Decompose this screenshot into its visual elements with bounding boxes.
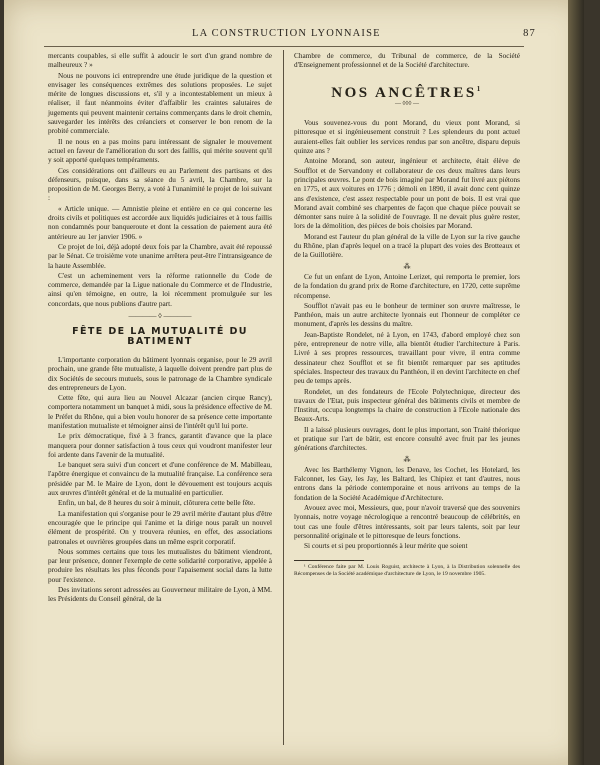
asterism: ⁂ xyxy=(403,262,411,271)
book-gutter xyxy=(568,0,584,765)
asterism: ⁂ xyxy=(403,455,411,464)
paragraph: Il a laissé plusieurs ouvrages, dont le plus important, son Traité théorique et pratique sur l'art de bâtir, est encore consulté avec fruit par les jeunes générations d'architectes. xyxy=(294,425,520,453)
left-column xyxy=(48,52,272,606)
paragraph: Rondelet, un des fondateurs de l'Ecole Polytechnique, directeur des travaux de l'Etat, puis inspecteur général des bâtiments civils et membre de l'Institut, occupa longtemps la chaire de construction à l'Ecole nationale des Beaux-Arts. xyxy=(294,387,520,424)
footnote-marker: 1 xyxy=(476,84,483,93)
page-header xyxy=(4,28,584,48)
paragraph: Ces considérations ont d'ailleurs eu au Parlement des partisans et des défenseurs, puisque, dans sa séance du 5 avril, la Chambre, sur la proposition de M. Georges Berry, a voté à l'unanimité le projet de loi suivant : xyxy=(48,166,272,203)
paragraph: Enfin, un bal, de 8 heures du soir à minuit, clôturera cette belle fête. xyxy=(58,499,256,508)
paragraph: La manifestation qui s'organise pour le 29 avril mérite d'autant plus d'être encouragée que le principe qui l'anime et la dirige nous paraît un nouvel élément de prospérité. On y trouvera réunies, en effet, des associations patronales et ouvrières groupées dans un même esprit corporatif. xyxy=(48,509,272,546)
paragraph: Morand est l'auteur du plan général de la ville de Lyon sur la rive gauche du Rhône, plan d'après lequel on a tracé la plupart des voies des Brotteaux et de la Guillotière. xyxy=(294,232,520,260)
paragraph: Avec les Barthélemy Vignon, les Denave, les Cochet, les Hotelard, les Falconnet, les Gay, les Jay, les Baltard, les Chipiez et tant d'autres, nous entrons dans la période contemporaine et nous arrivons au temps de la fondation de la Société Académique d'Architecture. xyxy=(294,465,520,502)
header-rule xyxy=(44,46,524,47)
footnote-rule xyxy=(294,560,364,561)
paragraph: Nous sommes certains que tous les mutualistes du bâtiment viendront, par leur présence, donner l'exemple de cette solidarité corporative, appelée à produire les résultats les plus féconds pour l'apaisement social dans la lutte pour l'existence. xyxy=(48,547,272,584)
paragraph: Nous ne pouvons ici entreprendre une étude juridique de la question et envisager les conséquences extrêmes des solutions proposées. Le sujet mérite de longues discussions et, s'il y a incontestablement un mieux à réaliser, il faut néanmoins éviter d'affaiblir les craintes salutaires de jugements qui peuvent maintenir certains commerçants dans le droit chemin, sauvegarder les intérêts des créanciers et conserver le bon renom de la probité commerciale. xyxy=(48,71,272,136)
paragraph: Avouez avec moi, Messieurs, que, pour n'avoir traversé que des souvenirs lyonnais, notre voyage nécrologique a rencontré beaucoup de célébrités, en tout cas une foule d'êtres intéressants, soit par leurs talents, soit par leur personnalité originale et le pittoresque de leurs fonctions. xyxy=(294,504,520,540)
paragraph: Antoine Morand, son auteur, ingénieur et architecte, était élève de Soufflot et de Servandony et collaborateur de ces deux maîtres dans leurs principales œuvres. Le pont de bois imaginé par Morand fut livré aux piétons en 1775, et aux voitures en 1776 ; démoli en 1890, il avait donc cent quinze ans d'existence, c'est assez respectable pour un pont de bois. Il est vrai que Morand avait combiné ses charpentes de façon que chaque pièce pouvait se démonter sans nuire à la solidité de l'ouvrage. Il ne devait plus guère rester, lors de la démolition, des pièces de bois choisies par Morand. xyxy=(294,157,520,231)
paragraph: Le banquet sera suivi d'un concert et d'une conférence de M. Mabilleau, l'apôtre énergique et convaincu de la mutualité française. La conférence sera présidée par M. le Maire de Lyon, dont le dévouement est toujours acquis aux œuvres d'intérêt général et de la mutualité en particulier. xyxy=(48,461,272,498)
scanned-page xyxy=(4,0,584,765)
footnote: ¹ Conférence faite par M. Louis Roguist, architecte à Lyon, à la Distribution solennelle des Récompenses de la Société académique d'architecture de Lyon, le 19 novembre 1905. xyxy=(294,563,520,577)
section-separator: ———— ◊ ———— xyxy=(128,312,192,321)
paragraph: Jean-Baptiste Rondelet, né à Lyon, en 1743, d'abord employé chez son père, entrepreneur de notre ville, alla bientôt étudier l'architecture à Paris. Livré à ses propres ressources, travaillant pour vivre, il entra comme dessinateur chez Soufflot et se fit bientôt remarquer par ses aptitudes spéciales. Inspecteur des travaux du Panthéon, il en devint l'architecte en chef peu de temps après. xyxy=(294,330,520,386)
journal-title: LA CONSTRUCTION LYONNAISE xyxy=(192,28,381,39)
paragraph: Vous souvenez-vous du pont Morand, du vieux pont Morand, si pittoresque et si ingénieusement construit ? Les splendeurs du pont actuel auraient-elles fait oublier les services rendus par son ancêtre, disparu depuis quinze ans ? xyxy=(294,119,520,156)
paragraph: C'est un acheminement vers la réforme rationnelle du Code de commerce, demandée par la Ligue nationale du Commerce et de l'Industrie, ainsi qu'en témoigne, en outre, la loi récemment promulguée sur les concordats, que nous publions d'autre part. xyxy=(48,271,272,308)
paragraph: Il ne nous en a pas moins paru intéressant de signaler le mouvement actuel en faveur de l'amélioration du sort des faillis, qui mérite souvent qu'il y soit apporté quelques tempéraments. xyxy=(48,137,272,165)
paragraph: Le prix démocratique, fixé à 3 francs, garantit d'avance que la place manquera pour donner satisfaction à tous ceux qui voudront manifester leur foi ardente dans l'avenir de la mutualité. xyxy=(48,432,272,459)
paragraph: L'importante corporation du bâtiment lyonnais organise, pour le 29 avril prochain, une grande fête mutualiste, à laquelle doivent prendre part plus de dix Sociétés de secours mutuels, sous le patronage de la Chambre syndicale des entrepreneurs de Lyon. xyxy=(48,355,272,392)
paragraph: mercants coupables, si elle suffit à adoucir le sort d'un grand nombre de malheureux ? » xyxy=(48,52,272,70)
paragraph: Chambre de commerce, du Tribunal de commerce, de la Société d'Enseignement professionnel et de la Société d'architecture. xyxy=(294,52,520,70)
article-title xyxy=(294,84,520,101)
right-column xyxy=(294,52,520,579)
article-title-text: NOS ANCÊTRES xyxy=(331,84,477,101)
title-ornament: — ◊◊◊ — xyxy=(395,100,419,107)
column-divider xyxy=(283,50,284,745)
paragraph: Soufflot n'avait pas eu le bonheur de terminer son œuvre maîtresse, le Panthéon, mais un autre architecte lyonnais eut l'honneur de compléter ce monument, d'après les dessins du maître. xyxy=(294,301,520,329)
section-heading: FÊTE DE LA MUTUALITÉ DU BATIMENT xyxy=(72,326,248,347)
paragraph: Ce fut un enfant de Lyon, Antoine Lerizet, qui remporta le premier, lors de la fondation du grand prix de Rome d'architecture, en 1720, cette suprême récompense. xyxy=(294,272,520,300)
paragraph: Ce projet de loi, déjà adopté deux fois par la Chambre, avait été repoussé par le Sénat. Ce troisième vote unanime arrêtera peut-être l'intransigeance de la haute Assemblée. xyxy=(48,242,272,270)
paragraph: Des invitations seront adressées au Gouverneur militaire de Lyon, à MM. les Présidents du Conseil général, de la xyxy=(48,586,272,604)
paragraph: « Article unique. — Amnistie pleine et entière en ce qui concerne les droits civils et politiques est accordée aux liquidés judiciaires et à tous faillis non condamnés pour banqueroute et dont la cessation de paiement aura été antérieure au 1er janvier 1906. » xyxy=(48,204,272,241)
paragraph: Cette fête, qui aura lieu au Nouvel Alcazar (ancien cirque Rancy), comportera notamment un banquet à midi, sous la présidence effective de M. le Préfet du Rhône, qui a bien voulu honorer de sa présence cette importante manifestation mutualiste et témoigner ainsi de l'intérêt qu'il lui porte. xyxy=(48,394,272,430)
page-number: 87 xyxy=(523,28,536,39)
paragraph: Si courts et si peu proportionnés à leur mérite que soient xyxy=(304,542,468,551)
